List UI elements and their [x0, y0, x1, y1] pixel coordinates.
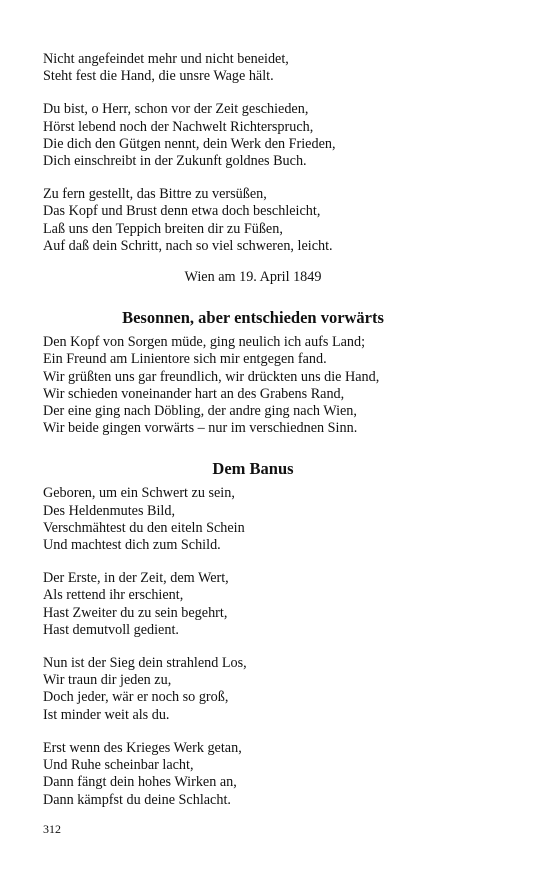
verse-line: Nun ist der Sieg dein strahlend Los, [43, 655, 247, 672]
verse-line: Doch jeder, wär er noch so groß, [43, 689, 229, 706]
verse-line: Ein Freund am Linientore sich mir entgegen fand. [43, 351, 327, 368]
page-number: 312 [43, 822, 61, 836]
verse-line: Auf daß dein Schritt, nach so viel schweren, leicht. [43, 237, 333, 254]
verse-line: Das Kopf und Brust denn etwa doch beschleicht, [43, 203, 321, 220]
verse-line: Laß uns den Teppich breiten dir zu Füßen, [43, 220, 283, 237]
verse-line: Erst wenn des Krieges Werk getan, [43, 739, 242, 756]
verse-line: Dich einschreibt in der Zukunft goldnes Buch. [43, 153, 307, 170]
verse-line: Wir grüßten uns gar freundlich, wir drückten uns die Hand, [43, 368, 380, 385]
verse-line: Steht fest die Hand, die unsre Wage hält. [43, 68, 274, 85]
stanza [43, 485, 463, 554]
verse-line: Nicht angefeindet mehr und nicht beneidet, [43, 51, 289, 67]
stanza [43, 570, 463, 639]
verse-line: Wir beide gingen vorwärts – nur im verschiednen Sinn. [43, 420, 358, 437]
verse-line: Und machtest dich zum Schild. [43, 537, 221, 554]
verse-line: Geboren, um ein Schwert zu sein, [43, 485, 235, 502]
stanza [43, 101, 463, 170]
verse-line: Der eine ging nach Döbling, der andre ging nach Wien, [43, 403, 357, 420]
stanza [43, 51, 463, 85]
verse-line: Hast demutvoll gedient. [43, 621, 179, 638]
verse-line: Den Kopf von Sorgen müde, ging neulich ich aufs Land; [43, 334, 366, 351]
verse-line: Dann fängt dein hohes Wirken an, [43, 774, 237, 791]
verse-line: Du bist, o Herr, schon vor der Zeit geschieden, [43, 101, 309, 118]
verse-line: Der Erste, in der Zeit, dem Wert, [43, 570, 229, 587]
verse-line: Dann kämpfst du deine Schlacht. [43, 791, 231, 808]
poem-date: Wien am 19. April 1849 [184, 269, 322, 286]
verse-line: Zu fern gestellt, das Bittre zu versüßen, [43, 186, 267, 203]
stanza [43, 740, 463, 809]
verse-line: Hörst lebend noch der Nachwelt Richterspruch, [43, 118, 314, 135]
poem-continuation [43, 51, 463, 286]
verse-line: Als rettend ihr erschient, [43, 587, 184, 604]
stanza [43, 334, 463, 437]
poem-title: Dem Banus [212, 459, 294, 479]
stanza [43, 186, 463, 255]
poem-title: Besonnen, aber entschieden vorwärts [122, 308, 384, 328]
verse-line: Die dich den Gütgen nennt, dein Werk den Frieden, [43, 135, 336, 152]
verse-line: Verschmähtest du den eiteln Schein [43, 519, 245, 536]
verse-line: Des Heldenmutes Bild, [43, 502, 176, 519]
verse-line: Und Ruhe scheinbar lacht, [43, 757, 194, 774]
verse-line: Hast Zweiter du zu sein begehrt, [43, 604, 228, 621]
stanza [43, 655, 463, 724]
poem-dem-banus [43, 459, 463, 808]
verse-line: Ist minder weit als du. [43, 706, 170, 723]
verse-line: Wir traun dir jeden zu, [43, 672, 172, 689]
book-page [43, 51, 463, 809]
verse-line: Wir schieden voneinander hart an des Grabens Rand, [43, 385, 345, 402]
poem-besonnen [43, 308, 463, 437]
